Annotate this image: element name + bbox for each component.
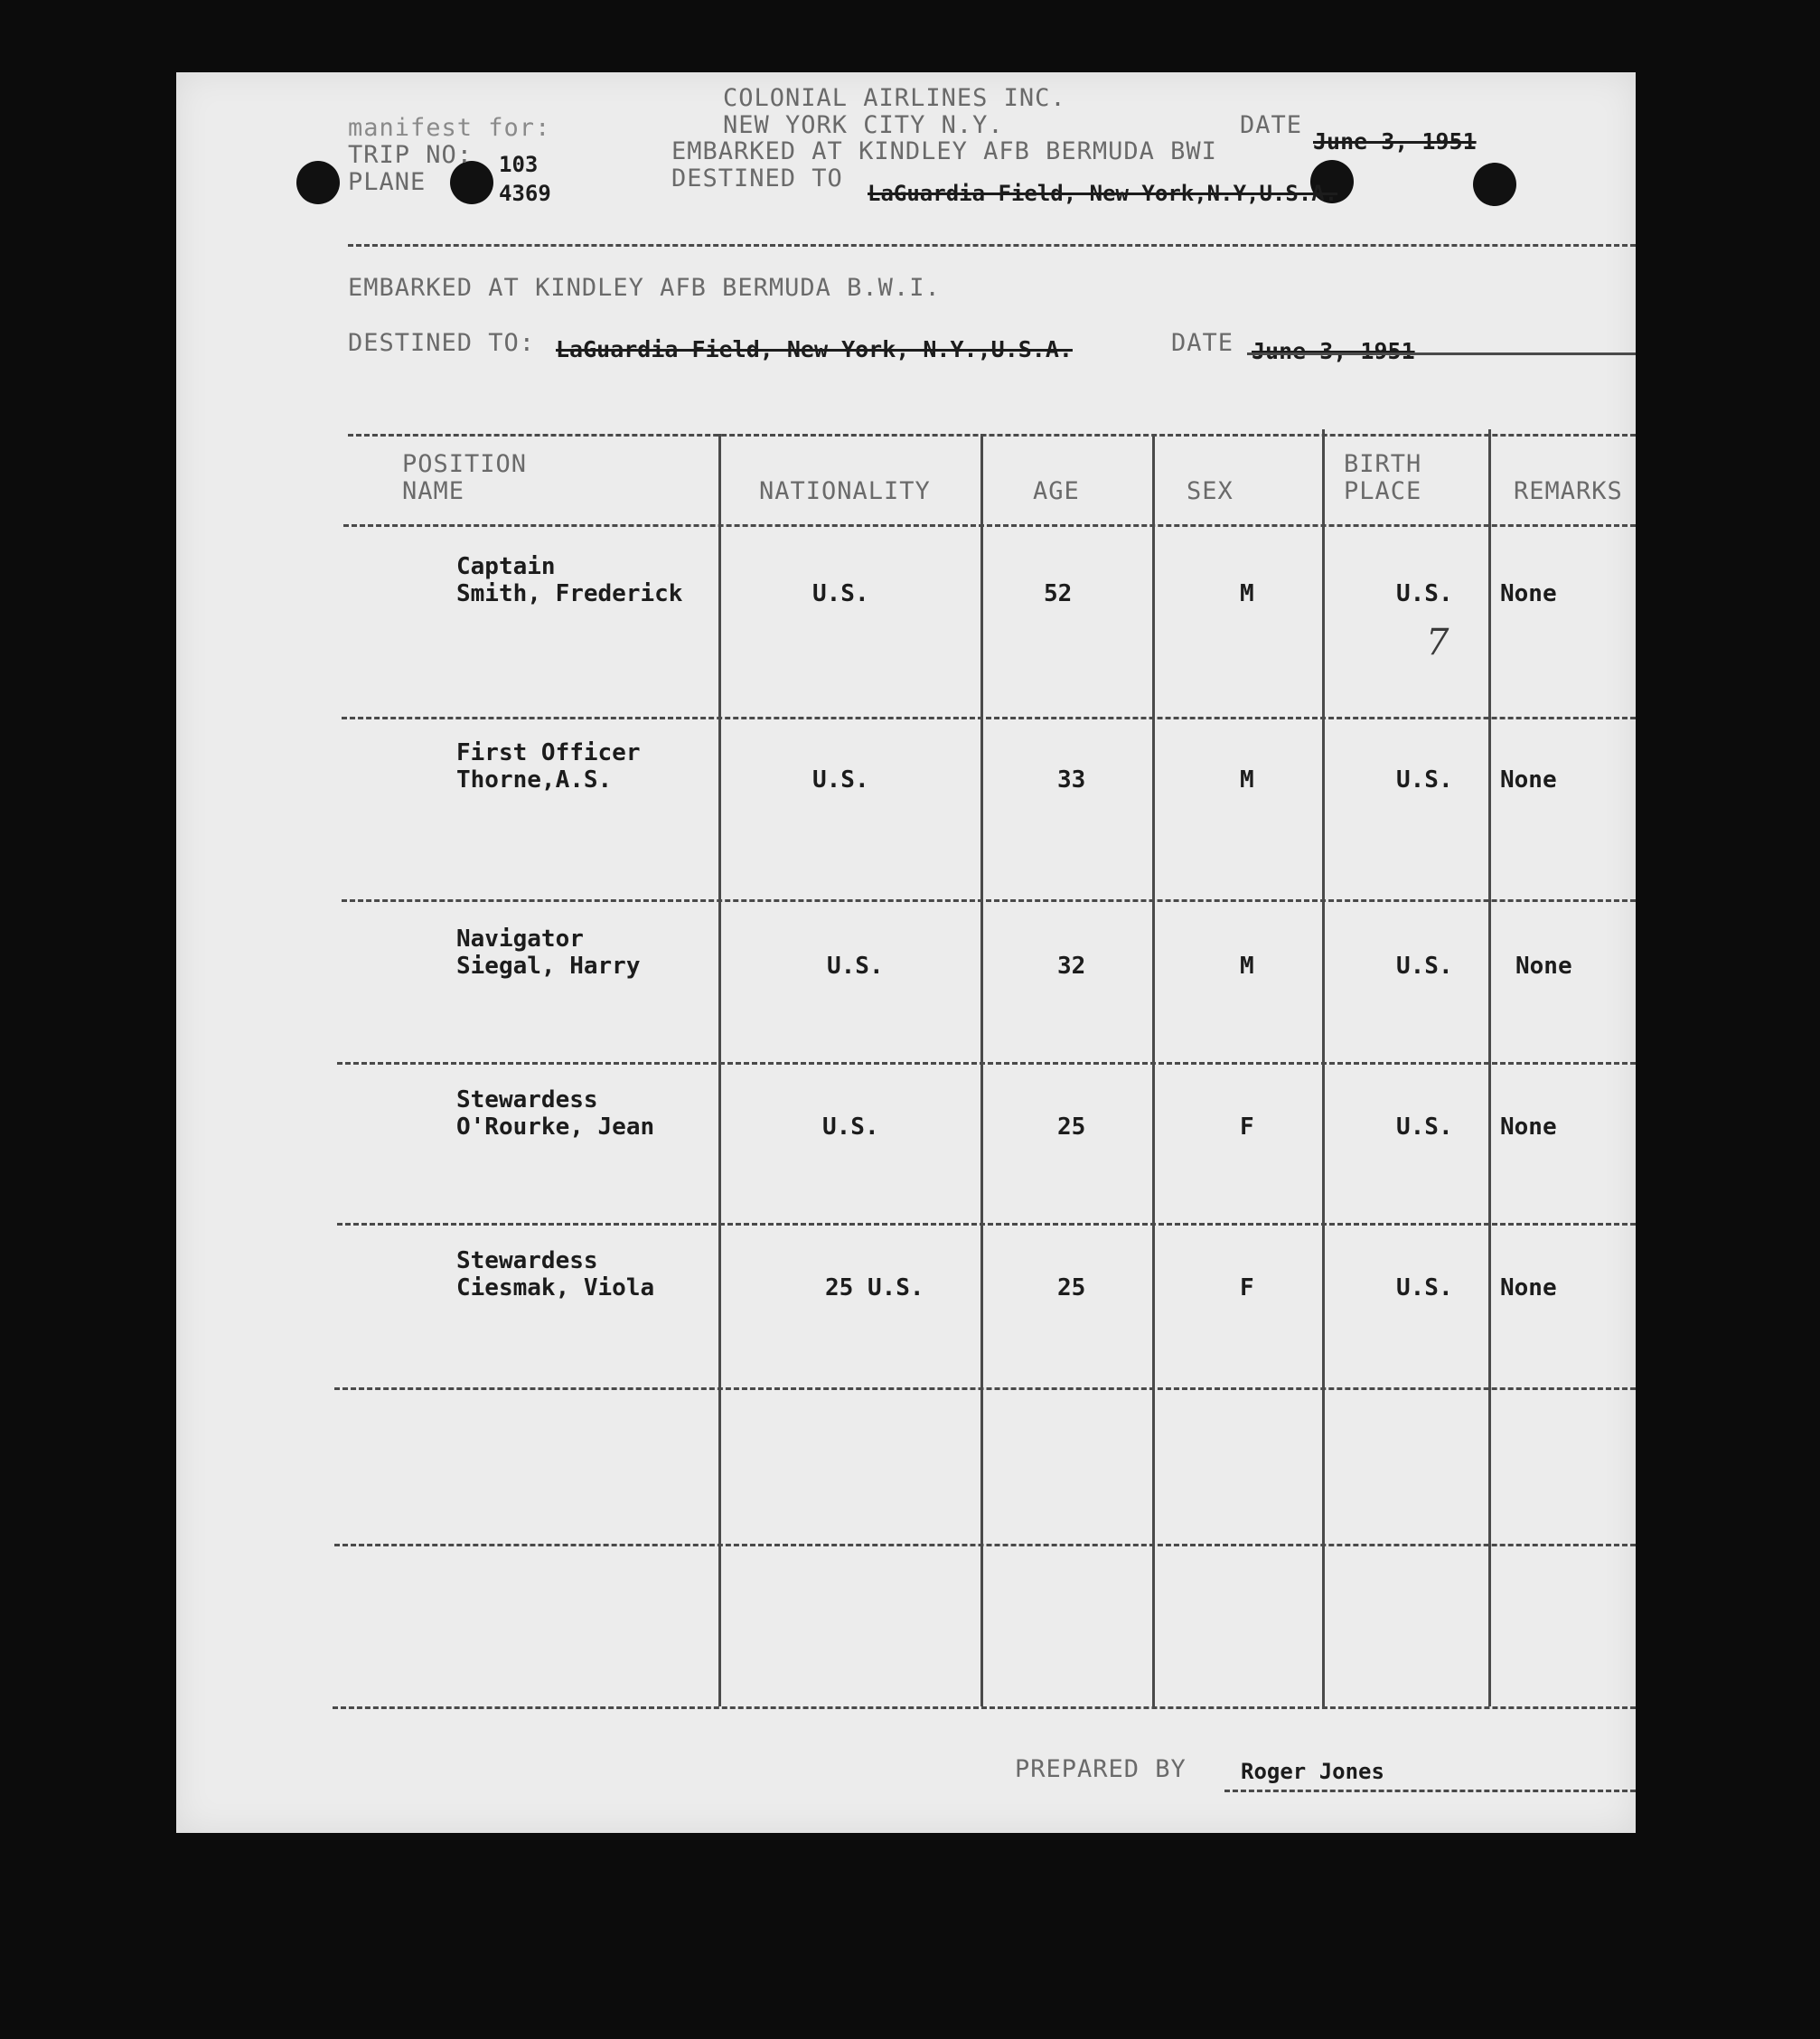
age-cell: 32 (1057, 953, 1086, 980)
destined-label-top: DESTINED TO (671, 164, 843, 193)
trip-number: 103 (499, 152, 539, 177)
row-divider-1 (342, 717, 1636, 719)
sex-cell: F (1240, 1113, 1254, 1141)
row-divider-3 (337, 1062, 1636, 1065)
prepared-by-value: Roger Jones (1241, 1759, 1384, 1784)
plane-number: 4369 (499, 181, 551, 206)
position-cell: First Officer (456, 739, 641, 766)
remarks-cell: None (1500, 580, 1557, 607)
birth-place-cell: U.S. (1396, 1113, 1453, 1141)
col-divider-1 (718, 434, 721, 1706)
punch-hole-left (296, 161, 340, 204)
destined-label: DESTINED TO: (348, 329, 536, 357)
age-cell: 25 (1057, 1274, 1086, 1301)
row-divider-5 (334, 1387, 1636, 1390)
destined-value-top: LaGuardia Field, New York,N.Y,U.S.A. (868, 181, 1338, 206)
age-cell: 33 (1057, 766, 1086, 794)
header-birth: BIRTH (1344, 450, 1422, 478)
position-cell: Stewardess (456, 1086, 598, 1113)
date-value-top: June 3, 1951 (1313, 128, 1477, 155)
table-top-border (348, 434, 1636, 437)
header-sex: SEX (1187, 477, 1234, 505)
header-age: AGE (1033, 477, 1080, 505)
name-cell: O'Rourke, Jean (456, 1113, 655, 1141)
nationality-cell: U.S. (827, 953, 884, 980)
nationality-cell: U.S. (812, 580, 869, 607)
table-bottom-border (333, 1706, 1636, 1709)
handwritten-annotation: 7 (1426, 622, 1449, 663)
sex-cell: F (1240, 1274, 1254, 1301)
name-cell: Smith, Frederick (456, 580, 683, 607)
nationality-cell: 25 U.S. (825, 1274, 924, 1301)
header-divider (348, 244, 1636, 247)
sex-cell: M (1240, 766, 1254, 794)
company-city: NEW YORK CITY N.Y. (723, 111, 1004, 139)
date-label: DATE (1171, 329, 1234, 357)
date-underline (1247, 352, 1636, 355)
remarks-cell: None (1500, 1113, 1557, 1141)
manifest-page (176, 72, 1636, 1833)
row-divider-4 (337, 1223, 1636, 1226)
birth-place-cell: U.S. (1396, 953, 1453, 980)
header-position: POSITION (402, 450, 528, 478)
date-value: June 3, 1951 (1252, 338, 1415, 364)
header-nationality: NATIONALITY (759, 477, 931, 505)
prepared-by-label: PREPARED BY (1015, 1755, 1187, 1783)
name-cell: Siegal, Harry (456, 953, 641, 980)
header-place: PLACE (1344, 477, 1422, 505)
date-label-top: DATE (1240, 111, 1303, 139)
birth-place-cell: U.S. (1396, 1274, 1453, 1301)
position-cell: Stewardess (456, 1247, 598, 1274)
age-cell: 52 (1044, 580, 1073, 607)
header-remarks: REMARKS (1514, 477, 1623, 505)
nationality-cell: U.S. (822, 1113, 879, 1141)
col-divider-3 (1152, 434, 1155, 1706)
plane-label: PLANE (348, 168, 427, 196)
sex-cell: M (1240, 953, 1254, 980)
company-name: COLONIAL AIRLINES INC. (723, 84, 1066, 112)
name-cell: Thorne,A.S. (456, 766, 613, 794)
birth-place-cell: U.S. (1396, 580, 1453, 607)
row-divider-2 (342, 899, 1636, 902)
name-cell: Ciesmak, Viola (456, 1274, 655, 1301)
sex-cell: M (1240, 580, 1254, 607)
remarks-cell: None (1515, 953, 1572, 980)
remarks-cell: None (1500, 1274, 1557, 1301)
row-divider-6 (334, 1544, 1636, 1546)
punch-hole-right-2 (1473, 163, 1516, 206)
col-divider-2 (980, 434, 983, 1706)
embarked-line: EMBARKED AT KINDLEY AFB BERMUDA B.W.I. (348, 274, 941, 302)
table-header-bottom (343, 524, 1636, 527)
manifest-label: manifest for: (348, 114, 551, 142)
remarks-cell: None (1500, 766, 1557, 794)
nationality-cell: U.S. (812, 766, 869, 794)
col-divider-5 (1488, 429, 1491, 1706)
age-cell: 25 (1057, 1113, 1086, 1141)
trip-label: TRIP NO: (348, 141, 474, 169)
embarked-label-top: EMBARKED AT KINDLEY AFB BERMUDA BWI (671, 137, 1217, 165)
position-cell: Navigator (456, 926, 584, 953)
header-name: NAME (402, 477, 465, 505)
prepared-by-underline (1224, 1790, 1636, 1792)
position-cell: Captain (456, 553, 556, 580)
destined-value: LaGuardia Field, New York, N.Y.,U.S.A. (556, 336, 1073, 362)
birth-place-cell: U.S. (1396, 766, 1453, 794)
col-divider-4 (1322, 429, 1325, 1706)
